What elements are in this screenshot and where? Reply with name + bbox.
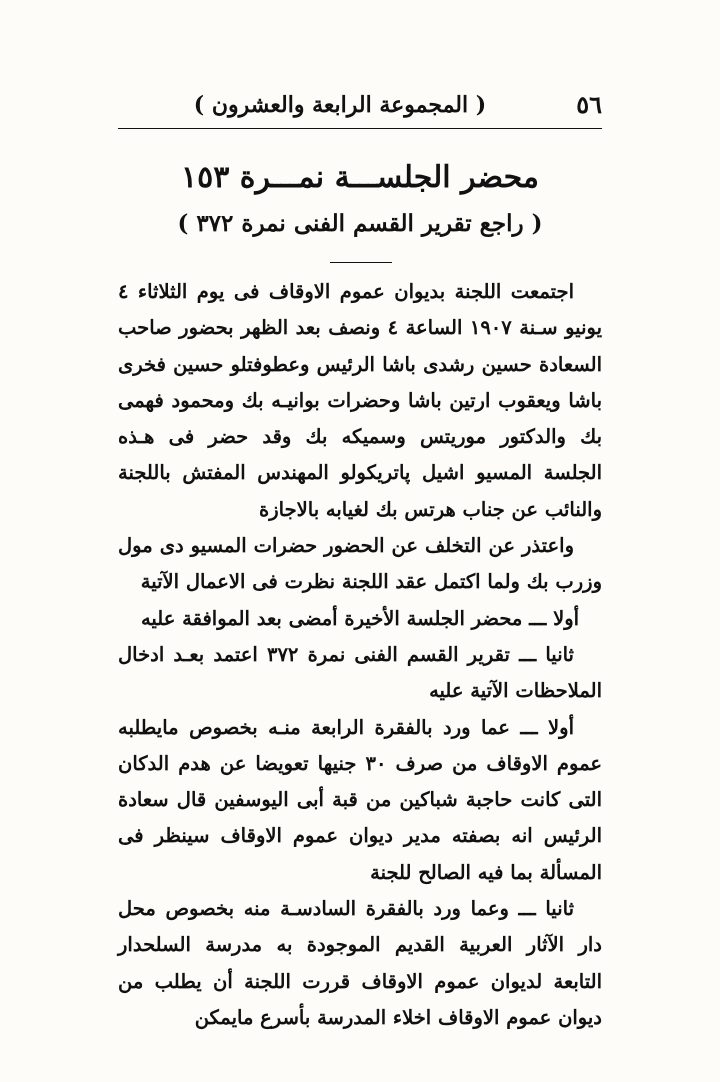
minutes-title: محضر الجلســـة نمـــرة ١٥٣: [181, 160, 539, 195]
running-head: ( المجموعة الرابعة والعشرون ): [193, 92, 487, 118]
header-rule: [118, 128, 602, 129]
paragraph-apologies: واعتذر عن التخلف عن الحضور حضرات المسيو دى مول وزرب بك ولما اكتمل عقد اللجنة نظرت فى الاعمال الآتية: [118, 534, 602, 594]
paragraph-first-item: أولا ـــ محضر الجلسة الأخيرة أمضى بعد الموافقة عليه: [140, 606, 580, 630]
paragraph-attendance: اجتمعت اللجنة بديوان عموم الاوقاف فى يوم الثلاثاء ٤ يونيو سـنة ١٩٠٧ الساعة ٤ ونصف بعد الظهر بحضور صاحب السعادة حسين رشدى باشا الرئيس وعطوفتلو حسين فخرى باشا ويعقوب ارتين باشا وحضرات بوانيـه بك ومحمود فهمى بك والدكتور موريتس وسميكه بك وقد حضر فى هـذه الجلسة المسيو اشيل پاتريكولو المهندس المفتش باللجنة والنائب عن جناب هرتس بك لغيابه بالاجازة: [118, 280, 602, 521]
paragraph-note-two: ثانيا ـــ وعما ورد بالفقرة السادسـة منه بخصوص محل دار الآثار العربية القديم الموجودة به مدرسة السلحدار التابعة لديوان عموم الاوقاف قررت اللجنة أن يطلب من ديوان عموم الاوقاف اخلاء المدرسة بأسرع مايمكن: [118, 897, 602, 1029]
title-rule: [330, 262, 392, 263]
paragraph-note-one: أولا ـــ عما ورد بالفقرة الرابعة منـه بخصوص مايطلبه عموم الاوقاف من صرف ٣٠ جنيها تعويضا عن هدم الدكان التى كانت حاجبة شباكين من قبة أبى اليوسفين قال سعادة الرئيس انه بصفته مدير ديوان عموم الاوقاف سينظر فى المسألة بما فيه الصالح للجنة: [118, 715, 602, 884]
document-body: [118, 274, 602, 1036]
minutes-subtitle: ( راجع تقرير القسم الفنى نمرة ٣٧٢ ): [177, 210, 543, 237]
paragraph-second-item: ثانيا ـــ تقرير القسم الفنى نمرة ٣٧٢ اعتمد بعـد ادخال الملاحظات الآتية عليه: [118, 642, 602, 703]
page-header: [118, 86, 602, 126]
page-number: ٥٦: [576, 90, 602, 119]
